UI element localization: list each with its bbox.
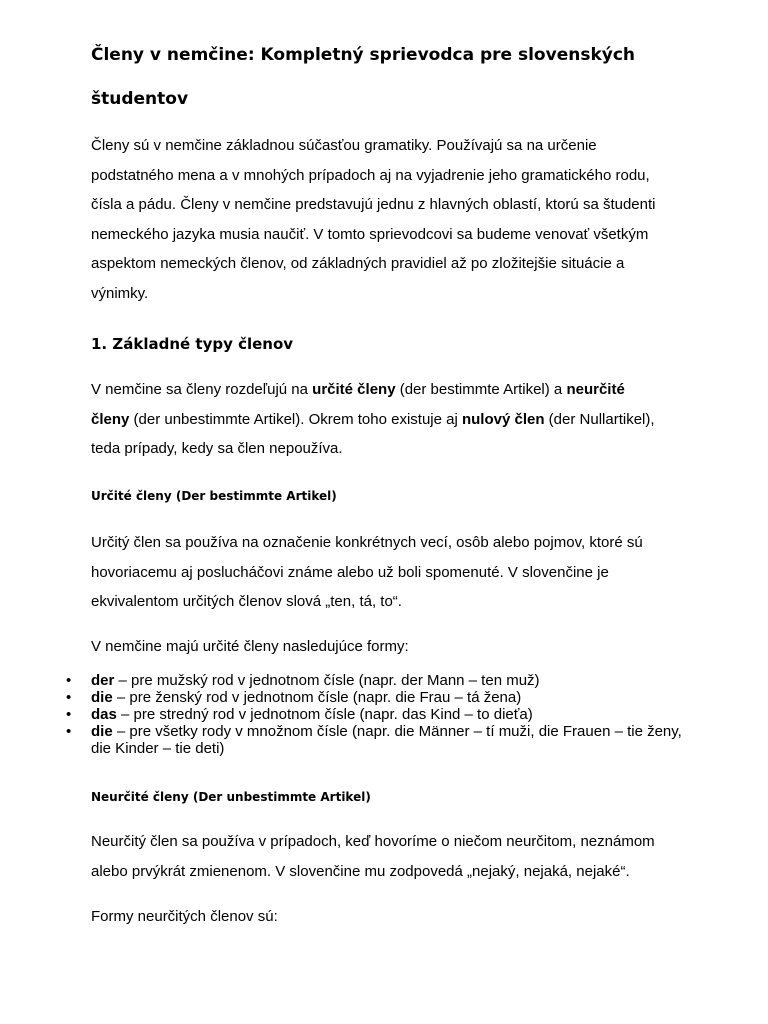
indefinite-forms-intro: Formy neurčitých členov sú: — [91, 908, 278, 925]
intro-line: čísla a pádu. Členy v nemčine predstavujú jednu z hlavných oblastí, ktorú sa študenti — [91, 196, 656, 213]
document-title-line-2: študentov — [91, 89, 189, 109]
indefinite-term: členy — [91, 410, 130, 428]
subheading-definite-articles: Určité členy (Der bestimmte Artikel) — [91, 489, 337, 503]
subheading-indefinite-articles: Neurčité členy (Der unbestimmte Artikel) — [91, 790, 371, 804]
document-title-line-1: Členy v nemčine: Kompletný sprievodca pre slovenských — [91, 45, 636, 65]
section-heading-basic-types: 1. Základné typy členov — [91, 335, 294, 353]
intro-line: aspektom nemeckých členov, od základných pravidiel až po zložitejšie situácie a — [91, 255, 625, 272]
basic-types-line: členy (der unbestimmte Artikel). Okrem toho existuje aj nulový člen (der Nullartikel), — [91, 410, 655, 428]
intro-line: podstatného mena a v mnohých prípadoch aj na vyjadrenie jeho gramatického rodu, — [91, 166, 650, 184]
basic-types-line: V nemčine sa členy rozdeľujú na určité členy (der bestimmte Artikel) a neurčité — [91, 381, 625, 398]
bullet-icon: • — [66, 723, 72, 740]
article-form: die — [91, 723, 113, 740]
bullet-icon: • — [66, 672, 72, 689]
definite-forms-list — [66, 672, 691, 757]
null-article-term: nulový člen — [461, 410, 545, 428]
indefinite-paragraph — [91, 827, 691, 886]
basic-types-line: teda prípady, kedy sa člen nepoužíva. — [91, 440, 343, 457]
definite-line: ekvivalentom určitých členov slová „ten, tá, to“. — [91, 593, 402, 610]
bullet-icon: • — [66, 689, 72, 706]
definite-line: hovoriacemu aj poslucháčovi známe alebo už boli spomenuté. V slovenčine je — [91, 563, 609, 581]
definite-paragraph — [91, 528, 691, 617]
article-form: die — [91, 689, 113, 706]
indefinite-line: alebo prvýkrát zmienenom. V slovenčine mu zodpovedá „nejaký, nejaká, nejaké“. — [91, 862, 630, 880]
bullet-icon: • — [66, 706, 72, 723]
intro-line: Členy sú v nemčine základnou súčasťou gramatiky. Používajú sa na určenie — [91, 137, 597, 154]
intro-line: výnimky. — [91, 284, 149, 302]
list-item: • die – pre ženský rod v jednotnom čísle (napr. die Frau – tá žena) — [66, 689, 522, 706]
basic-types-paragraph — [91, 375, 691, 464]
intro-paragraph — [91, 131, 691, 308]
definite-forms-intro: V nemčine majú určité členy nasledujúce formy: — [91, 638, 409, 655]
indefinite-line: Neurčitý člen sa používa v prípadoch, keď hovoríme o niečom neurčitom, neznámom — [91, 833, 655, 850]
indefinite-term: neurčité — [566, 381, 625, 398]
list-item: • der – pre mužský rod v jednotnom čísle (napr. der Mann – ten muž) — [66, 672, 540, 689]
definite-term: určité členy — [312, 381, 396, 398]
article-form: der — [91, 672, 115, 689]
definite-line: Určitý člen sa používa na označenie konkrétnych vecí, osôb alebo pojmov, ktoré sú — [91, 534, 643, 551]
list-item: • das – pre stredný rod v jednotnom čísle (napr. das Kind – to dieťa) — [66, 706, 533, 723]
list-item: • die – pre všetky rody v množnom čísle (napr. die Männer – tí muži, die Frauen – tie ženy, die Kinder – tie deti) — [66, 723, 682, 757]
intro-line: nemeckého jazyka musia naučiť. V tomto sprievodcovi sa budeme venovať všetkým — [91, 225, 649, 243]
article-form: das — [91, 706, 117, 723]
